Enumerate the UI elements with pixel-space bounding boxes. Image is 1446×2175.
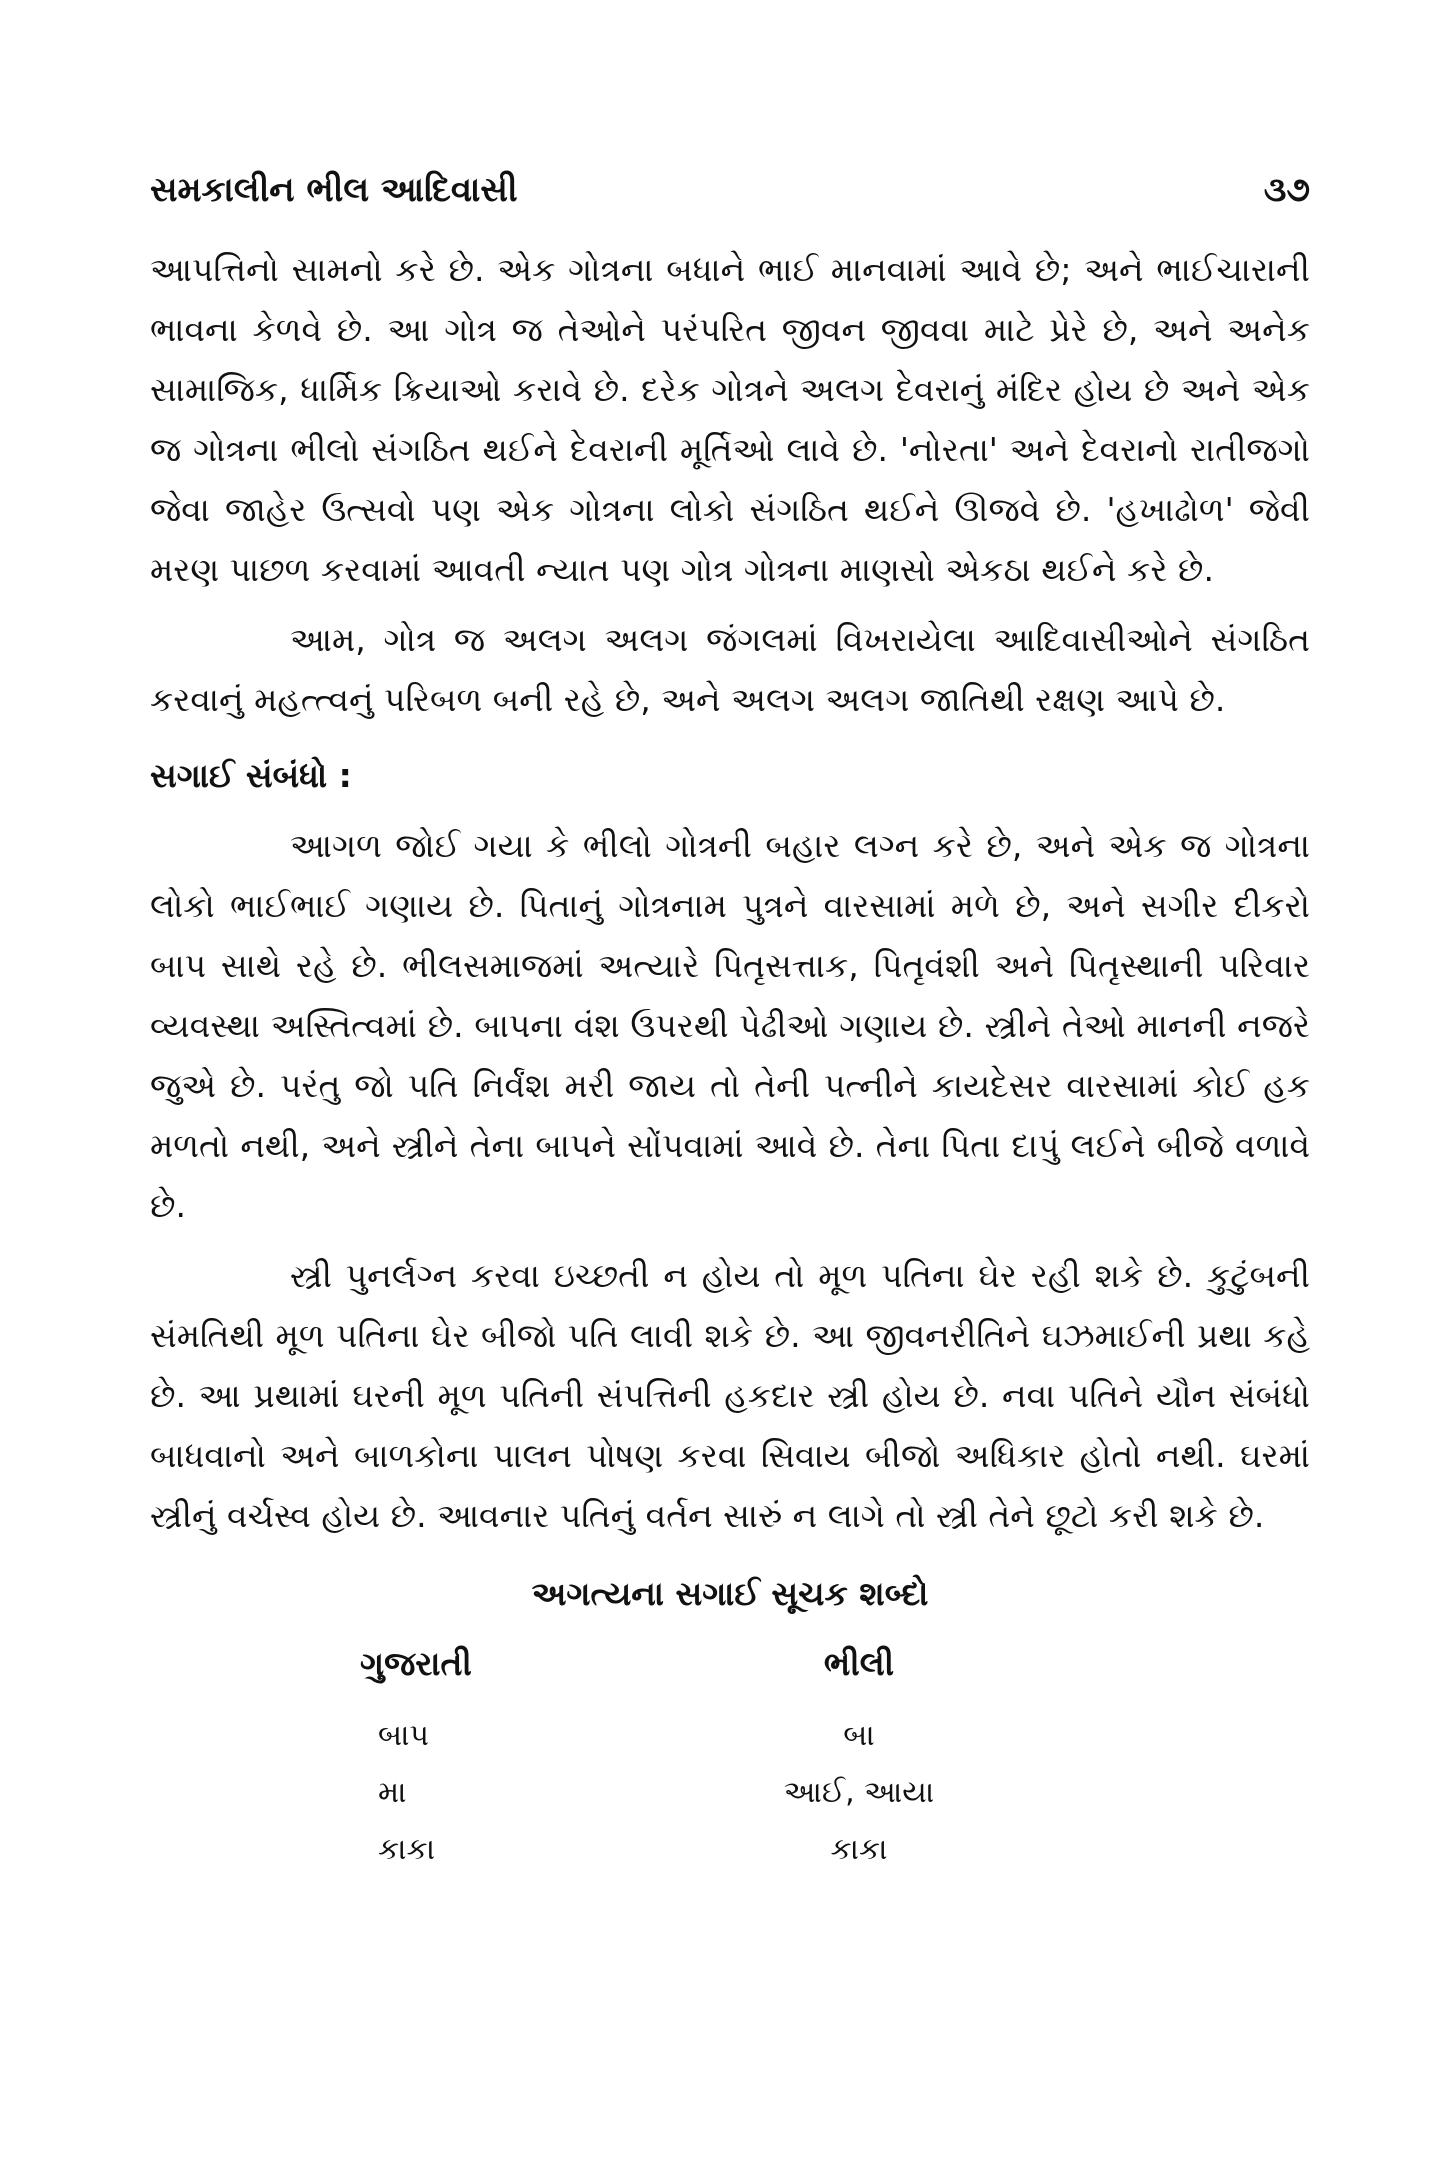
body-paragraph: સ્ત્રી પુનર્લગ્ન કરવા ઇચ્છતી ન હોય તો મૂળ પતિના ઘેર રહી શકે છે. કુટુંબની સંમતિથી મૂળ પતિના ઘેર બીજો પતિ લાવી શકે છે. આ જીવનરીતિને ઘઝમાઈની પ્રથા કહે છે. આ પ્રથામાં ઘરની મૂળ પતિની સંપત્તિની હકદાર સ્ત્રી હોય છે. નવા પતિને યૌન સંબંધો બાધવાનો અને બાળકોના પાલન પોષણ કરવા સિવાય બીજો અધિકાર હોતો નથી. ઘરમાં સ્ત્રીનું વર્ચસ્વ હોય છે. આવનાર પતિનું વર્તન સારું ન લાગે તો સ્ત્રી તેને છૂટો કરી શકે છે. [150,1256,1310,1535]
section-heading: સગાઈ સંબંધો : [150,756,352,795]
gujarati-term: મા [378,1775,407,1810]
gujarati-term: કાકા [378,1832,436,1867]
table-header-row [360,1644,1080,1718]
body-paragraph: આગળ જોઈ ગયા કે ભીલો ગોત્રની બહાર લગ્ન કરે છે, અને એક જ ગોત્રના લોકો ભાઈભાઈ ગણાય છે. પિતાનું ગોત્રનામ પુત્રને વારસામાં મળે છે, અને સગીર દીકરો બાપ સાથે રહે છે. ભીલસમાજમાં અત્યારે પિતૃસત્તાક, પિતૃવંશી અને પિતૃસ્થાની પરિવાર વ્યવસ્થા અસ્તિત્વમાં છે. બાપના વંશ ઉપરથી પેઢીઓ ગણાય છે. સ્ત્રીને તેઓ માનની નજરે જુએ છે. પરંતુ જો પતિ નિર્વંશ મરી જાય તો તેની પત્નીને કાયદેસર વારસામાં કોઈ હક મળતો નથી, અને સ્ત્રીને તેના બાપને સોંપવામાં આવે છે. તેના પિતા દાપું લઈને બીજે વળાવે છે. [150,826,1310,1225]
bhili-term: કાકા [830,1832,888,1867]
page-number: ૩૭ [1263,170,1310,210]
table-row [360,1832,1080,1889]
running-header [150,170,1310,210]
kinship-terms-table [360,1644,1080,1889]
table-row [360,1718,1080,1775]
bhili-term: બા [843,1718,875,1753]
body-paragraph: આમ, ગોત્ર જ અલગ અલગ જંગલમાં વિખરાયેલા આદિવાસીઓને સંગઠિત કરવાનું મહત્ત્વનું પરિબળ બની રહે છે, અને અલગ અલગ જાતિથી રક્ષણ આપે છે. [150,620,1310,719]
body-paragraph: આપત્તિનો સામનો કરે છે. એક ગોત્રના બધાને ભાઈ માનવામાં આવે છે; અને ભાઈચારાની ભાવના કેળવે છે. આ ગોત્ર જ તેઓને પરંપરિત જીવન જીવવા માટે પ્રેરે છે, અને અનેક સામાજિક, ધાર્મિક ક્રિયાઓ કરાવે છે. દરેક ગોત્રને અલગ દેવરાનું મંદિર હોય છે અને એક જ ગોત્રના ભીલો સંગઠિત થઈને દેવરાની મૂર્તિઓ લાવે છે. 'નોરતા' અને દેવરાનો રાતીજગો જેવા જાહેર ઉત્સવો પણ એક ગોત્રના લોકો સંગઠિત થઈને ઊજવે છે. 'હખાઢોળ' જેવી મરણ પાછળ કરવામાં આવતી ન્યાત પણ ગોત્ર ગોત્રના માણસો એકઠા થઈને કરે છે. [150,250,1310,589]
book-page [150,170,1310,1889]
column-header-gujarati: ગુજરાતી [360,1644,472,1683]
column-header-bhili: ભીલી [823,1644,895,1683]
gujarati-term: બાપ [378,1718,429,1753]
table-row [360,1775,1080,1832]
book-title: સમકાલીન ભીલ આદિવાસી [150,170,518,210]
table-title: અગત્યના સગાઈ સૂચક શબ્દો [531,1574,929,1613]
bhili-term: આઈ, આયા [783,1775,935,1810]
